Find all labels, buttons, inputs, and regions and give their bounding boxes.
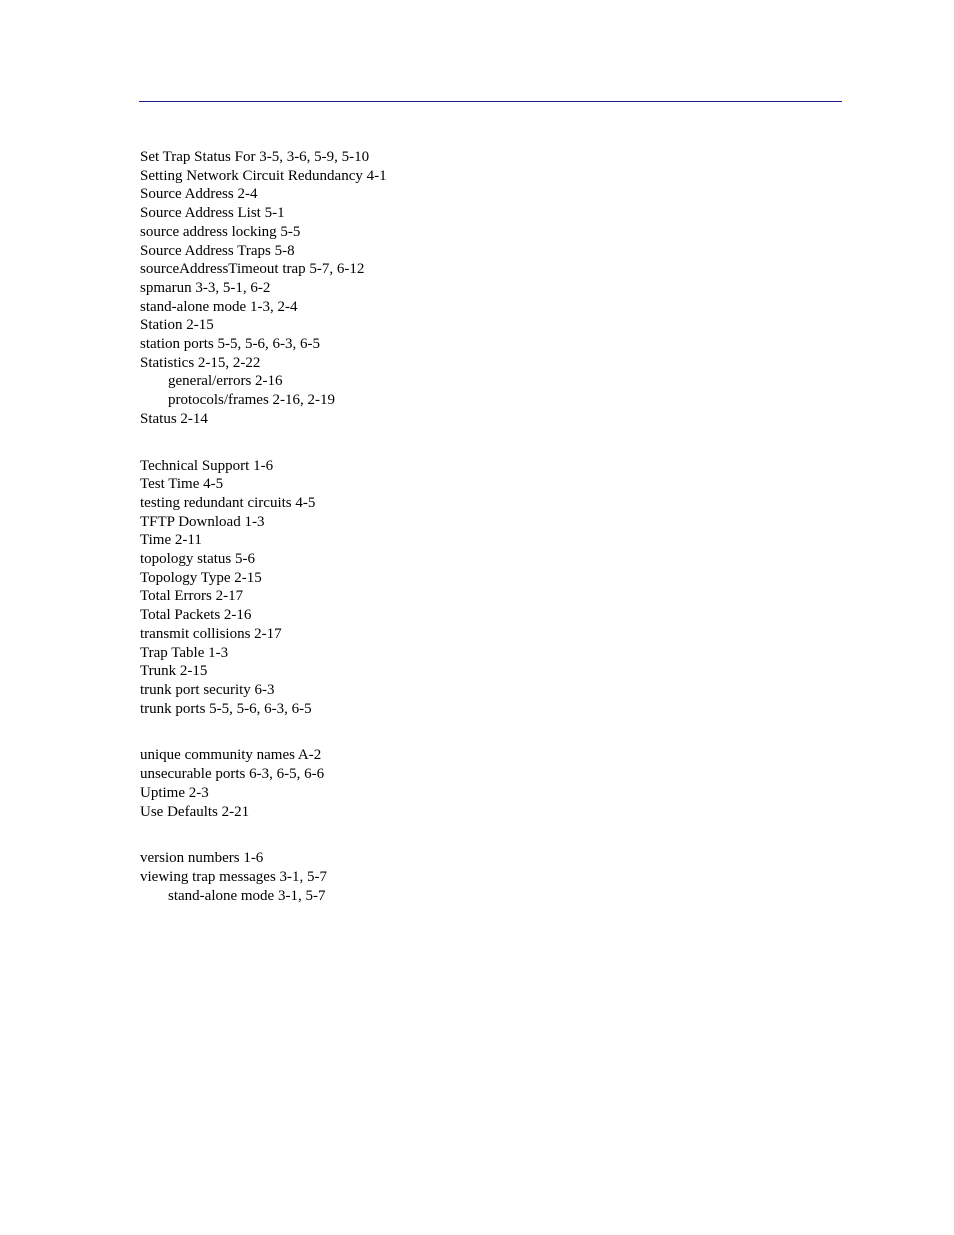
index-entry: trunk port security 6-3 [140, 681, 275, 698]
index-entry: Setting Network Circuit Redundancy 4-1 [140, 167, 387, 184]
index-entry: Total Packets 2-16 [140, 607, 252, 624]
index-subentry: stand-alone mode 3-1, 5-7 [168, 887, 326, 904]
index-entry: Source Address 2-4 [140, 186, 258, 203]
index-entry: unique community names A-2 [140, 747, 322, 764]
index-entry: Technical Support 1-6 [140, 457, 274, 474]
index-entry: Station 2-15 [140, 317, 214, 334]
index-entry: unsecurable ports 6-3, 6-5, 6-6 [140, 766, 325, 783]
index-entry: spmarun 3-3, 5-1, 6-2 [140, 279, 271, 296]
index-entry: Set Trap Status For 3-5, 3-6, 5-9, 5-10 [140, 149, 370, 165]
index-entry: Use Defaults 2-21 [140, 803, 250, 820]
index-group [140, 457, 840, 719]
index-entry: viewing trap messages 3-1, 5-7 [140, 868, 328, 885]
index-body [140, 148, 840, 905]
index-entry: TFTP Download 1-3 [140, 513, 265, 530]
index-subentry: general/errors 2-16 [168, 373, 283, 390]
index-entry: testing redundant circuits 4-5 [140, 494, 316, 511]
index-entry: Status 2-14 [140, 410, 208, 427]
index-entry: Time 2-11 [140, 532, 202, 549]
index-subentry: protocols/frames 2-16, 2-19 [168, 392, 336, 409]
index-entry: version numbers 1-6 [140, 850, 264, 867]
index-group [140, 849, 840, 905]
index-group [140, 746, 840, 821]
index-entry: Test Time 4-5 [140, 476, 224, 493]
index-entry: transmit collisions 2-17 [140, 625, 282, 642]
index-entry: Trap Table 1-3 [140, 644, 229, 661]
index-entry: Trunk 2-15 [140, 663, 208, 680]
index-entry: Total Errors 2-17 [140, 588, 244, 605]
index-group [140, 148, 840, 429]
header-rule [139, 101, 842, 102]
index-entry: Source Address List 5-1 [140, 205, 285, 222]
index-entry: trunk ports 5-5, 5-6, 6-3, 6-5 [140, 700, 312, 717]
index-entry: Statistics 2-15, 2-22 [140, 354, 261, 371]
index-entry: station ports 5-5, 5-6, 6-3, 6-5 [140, 336, 320, 353]
index-entry: stand-alone mode 1-3, 2-4 [140, 298, 298, 315]
index-entry: source address locking 5-5 [140, 223, 301, 240]
index-entry: Source Address Traps 5-8 [140, 242, 295, 259]
index-entry: topology status 5-6 [140, 551, 255, 568]
index-entry: Topology Type 2-15 [140, 569, 262, 586]
index-entry: Uptime 2-3 [140, 784, 209, 801]
index-entry: sourceAddressTimeout trap 5-7, 6-12 [140, 261, 365, 278]
